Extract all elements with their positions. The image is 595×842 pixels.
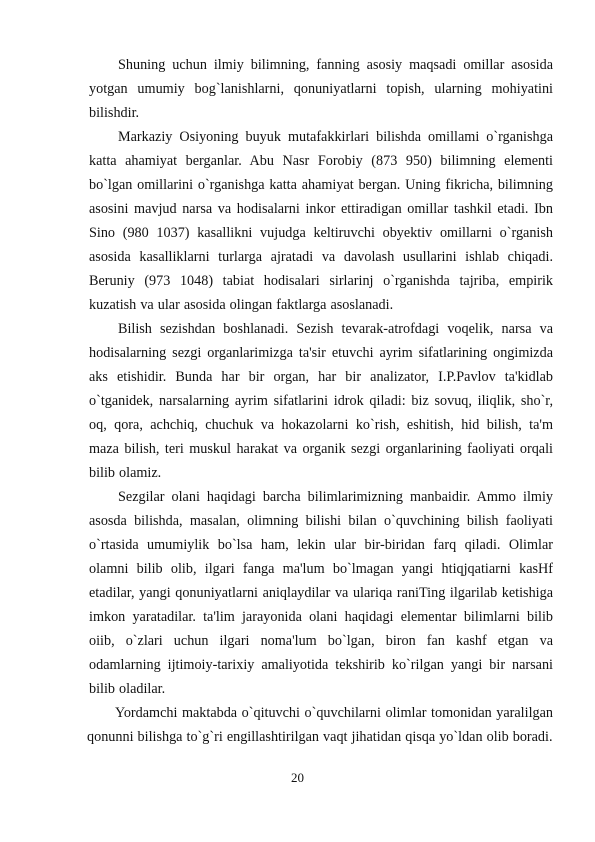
paragraph-4: Sezgilar olani haqidagi barcha bilimlarimizning manbaidir. Ammo ilmiy asosda bilishda, masalan, olimning bilishi bilan o`quvchining bilish faoliyati o`rtasida umumiylik bo`lsa ham, lekin ular bir-biridan farq qiladi. Olimlar olamni bilib olib, ilgari fanga ma'lum bo`lmagan yangi htiqjqatiarni kasHf etadilar, yangi qonuniyatlarni aniqlaydilar va ulariqa raniTing ilgarilab ketishiga imkon yaratadilar. ta'lim jarayonida olani haqidagi elementar bilimlarni bilib oiib, o`zlari uchun ilgari noma'lum bo`lgan, biron fan kashf etgan va odamlarning ijtimoiy-tarixiy amaliyotida tekshirib ko`rilgan yangi bir narsani bilib oladilar.	[89, 489, 553, 697]
paragraph-3: Bilish sezishdan boshlanadi. Sezish tevarak-atrofdagi voqelik, narsa va hodisalarning sezgi organlarimizga ta'sir etuvchi ayrim sifatlarining ongimizda aks etishidir. Bunda har bir organ, har bir analizator, I.P.Pavlov ta'kidlab o`tganidek, narsalarning ayrim sifatlarini idrok qiladi: biz sovuq, iliqlik, sho`r, oq, qora, achchiq, chuchuk va hokazolarni ko`rish, eshitish, hid bilish, ta'm maza bilish, teri muskul harakat va organik sezgi organlarining faoliyati orqali bilib olamiz.	[89, 321, 553, 481]
body-text	[89, 53, 553, 749]
page-number: 20	[291, 770, 304, 785]
paragraph-5: Yordamchi maktabda o`qituvchi o`quvchilarni olimlar tomonidan yaralilgan qonunni bilishga to`g`ri engillashtirilgan vaqt jihatidan qisqa yo`ldan olib boradi.	[87, 705, 553, 745]
paragraph-1: Shuning uchun ilmiy bilimning, fanning asosiy maqsadi omillar asosida yotgan umumiy bog`lanishlarni, qonuniyatlarni topish, ularning mohiyatini bilishdir.	[89, 57, 553, 121]
paragraph-2: Markaziy Osiyoning buyuk mutafakkirlari bilishda omillami o`rganishga katta ahamiyat berganlar. Abu Nasr Forobiy (873 950) bilimning elementi bo`lgan omillarini o`rganishga katta ahamiyat bergan. Uning fikricha, bilimning asosini mavjud narsa va hodisalarni inkor ettiradigan omillar tashkil etadi. Ibn Sino (980 1037) kasallikni vujudga keltiruvchi obyektiv omillarni o`rganish asosida kasalliklarni turlarga ajratadi va davolash usullarini ishlab chiqadi. Beruniy (973 1048) tabiat hodisalari sirlarinj o`rganishda tajriba, empirik kuzatish va ular asosida olingan faktlarga asoslanadi.	[89, 129, 553, 313]
